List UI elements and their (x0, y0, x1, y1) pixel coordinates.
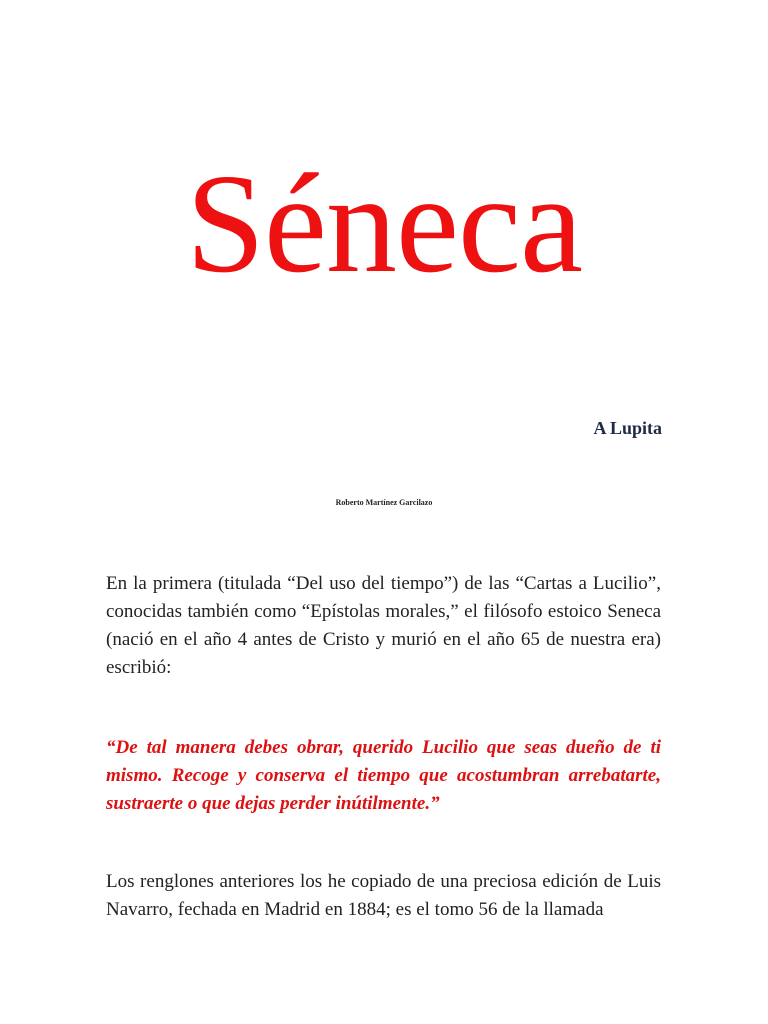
seneca-quote: “De tal manera debes obrar, querido Lucilio que seas dueño de ti mismo. Recoge y conserva el tiempo que acostumbran arrebatarte, sustraerte o que dejas perder inútilmente.” (106, 737, 661, 814)
dedication: A Lupita (593, 418, 662, 438)
intro-paragraph: En la primera (titulada “Del uso del tiempo”) de las “Cartas a Lucilio”, conocidas también como “Epístolas morales,” el filósofo estoico Seneca (nació en el año 4 antes de Cristo y murió en el año 65 de nuestra era) escribió: (106, 573, 661, 678)
author-name: Roberto Martínez Garcilazo (335, 498, 433, 507)
second-paragraph: Los renglones anteriores los he copiado de una preciosa edición de Luis Navarro, fechada en Madrid en 1884; es el tomo 56 de la llamada (106, 871, 661, 920)
document-title: Séneca (185, 144, 583, 302)
